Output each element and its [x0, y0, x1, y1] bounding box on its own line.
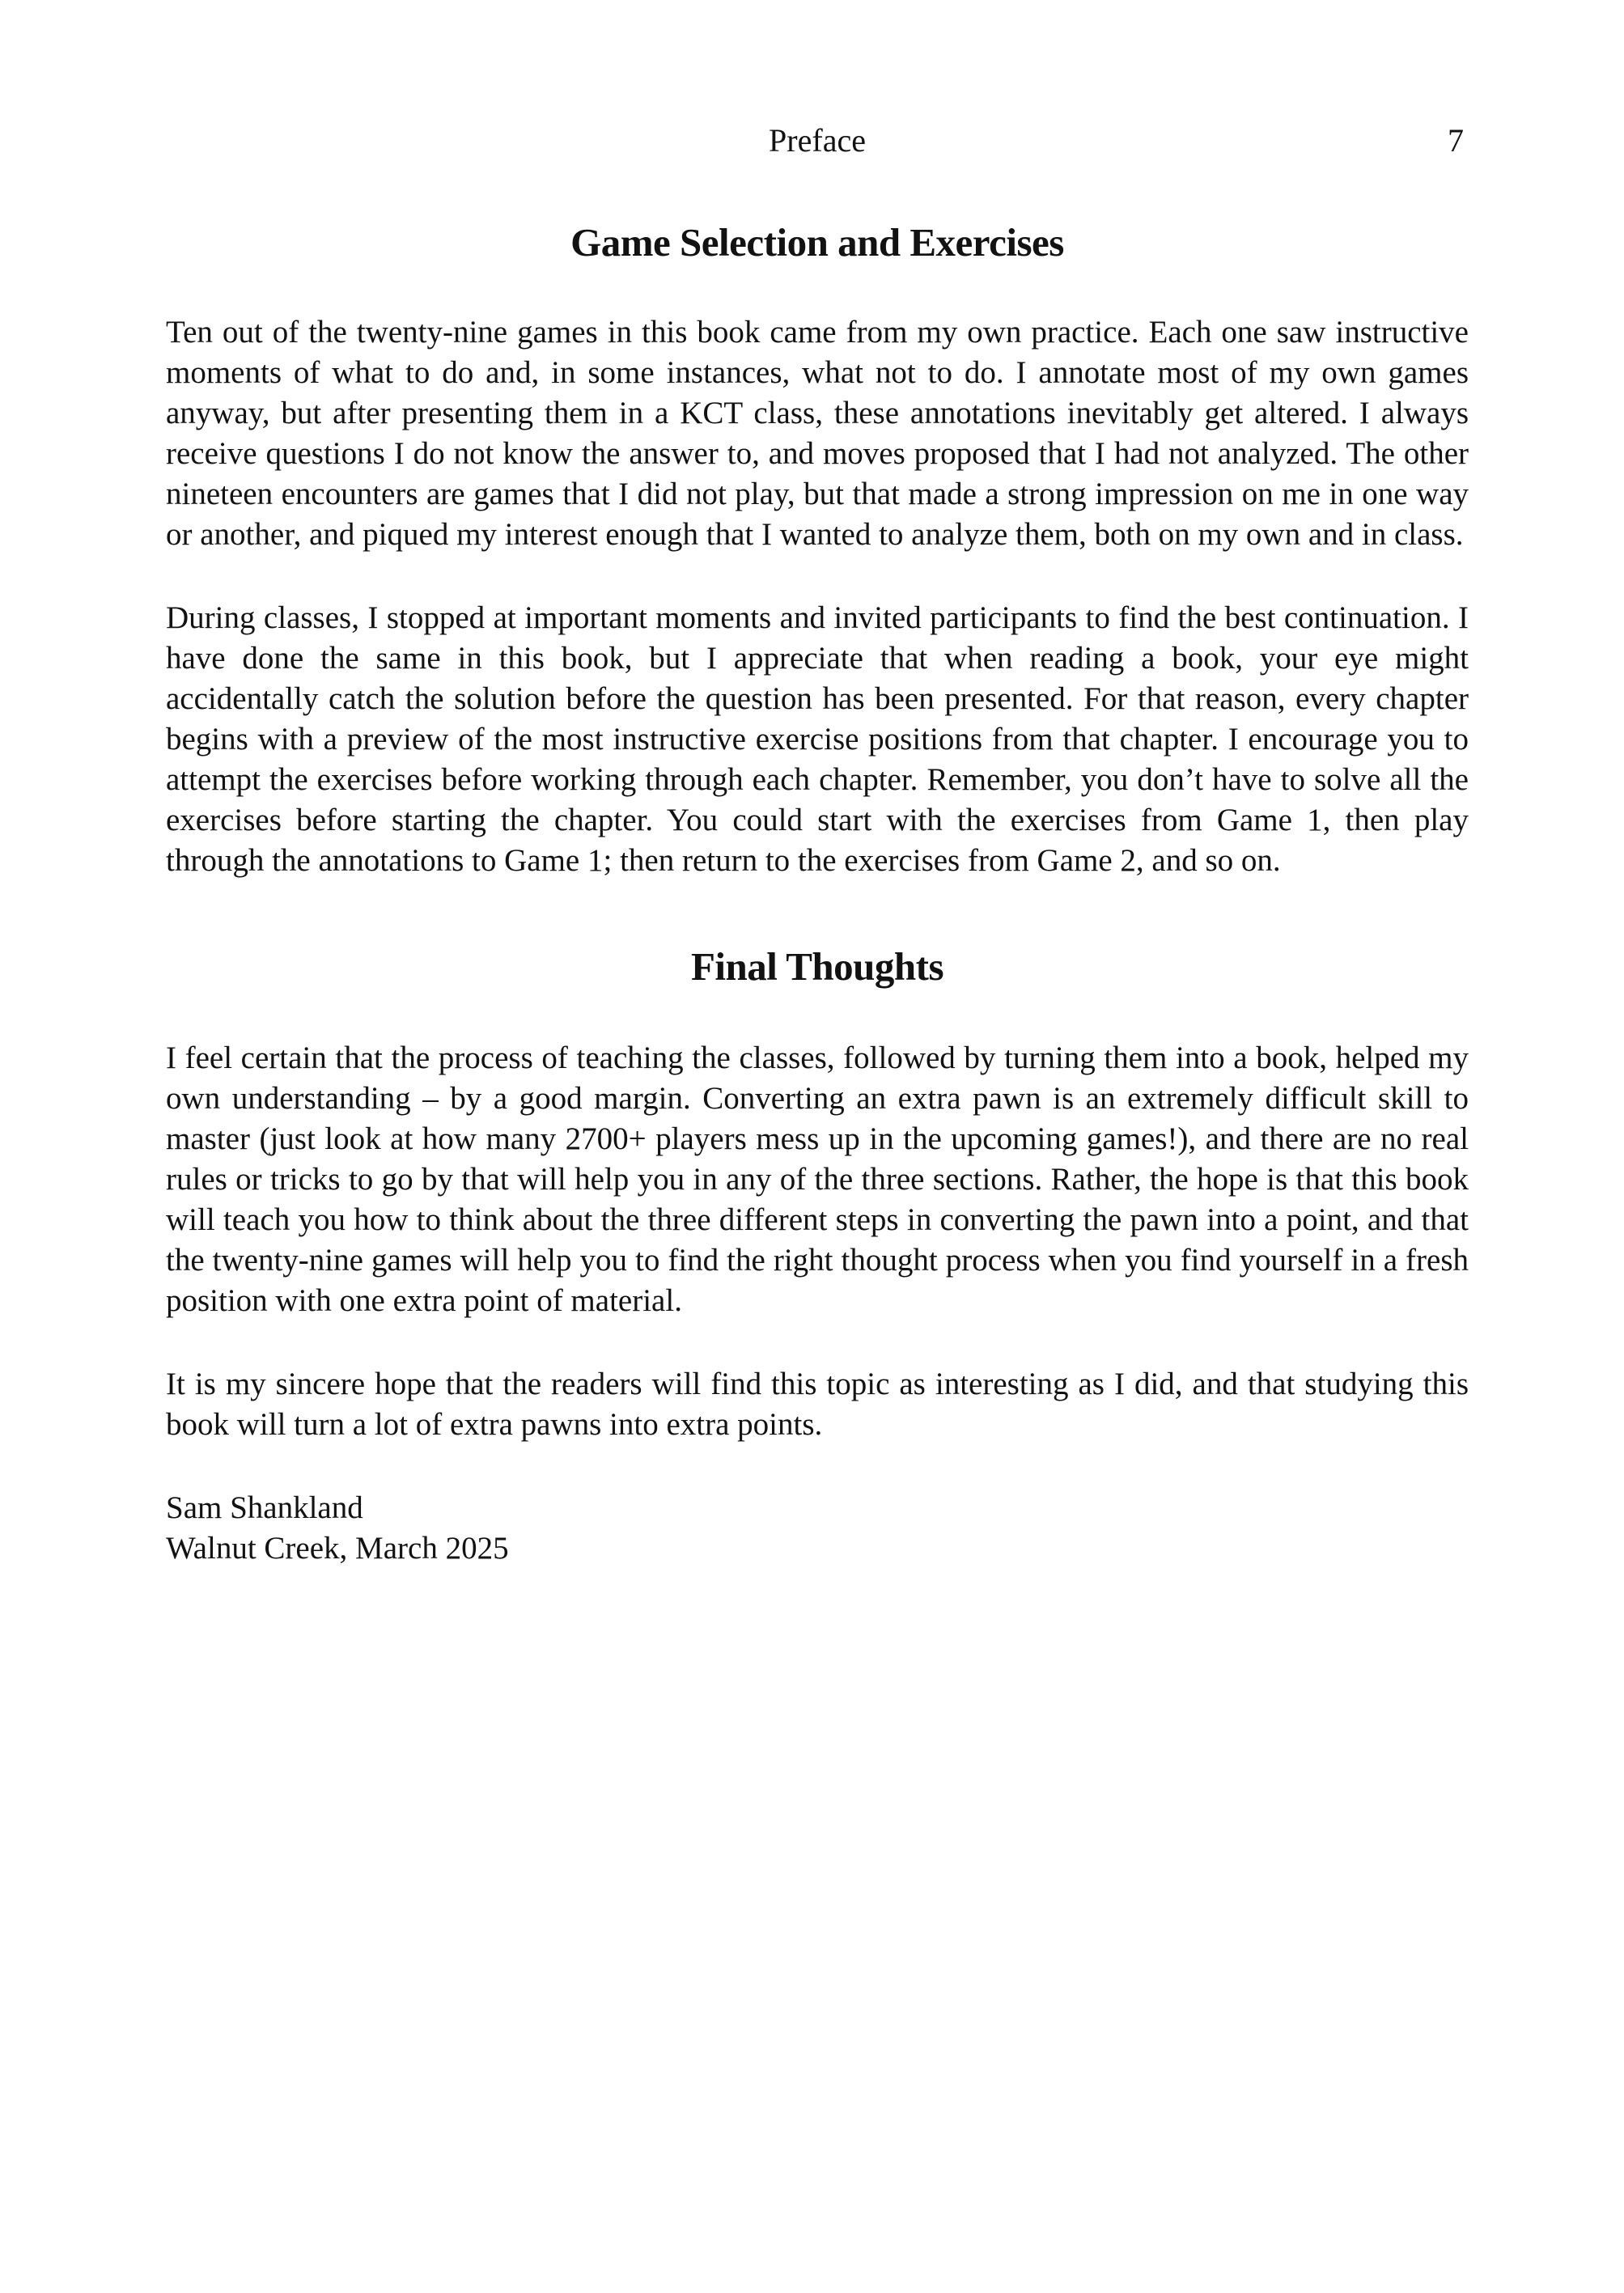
section-heading-final-thoughts: Final Thoughts [690, 944, 944, 989]
section-body-game-selection [166, 312, 1469, 881]
page-number: 7 [1448, 122, 1464, 159]
running-head [166, 120, 1469, 162]
signature-block [166, 1488, 1469, 1569]
page-title: Preface [769, 122, 866, 159]
paragraph: Ten out of the twenty-nine games in this book came from my own practice. Each one saw instructive moments of what to do and, in some instances, what not to do. I annotate most of my own games anyway, but after presenting them in a KCT class, these annotations inevitably get altered. I always receive questions I do not know the answer to, and moves proposed that I had not analyzed. The other nineteen encounters are games that I did not play, but that made a strong impression on me in one way or another, and piqued my interest enough that I wanted to analyze them, both on my own and in class. [166, 315, 1469, 552]
section-heading-game-selection: Game Selection and Exercises [570, 220, 1064, 265]
paragraph: I feel certain that the process of teaching the classes, followed by turning them into a book, helped my own understanding – by a good margin. Converting an extra pawn is an extremely difficult skill to master (just look at how many 2700+ players mess up in the upcoming games!), and there are no real rules or tricks to go by that will help you in any of the three sections. Rather, the hope is that this book will teach you how to think about the three different steps in converting the pawn into a point, and that the twenty-nine games will help you to find the right thought process when you find yourself in a fresh position with one extra point of material. [166, 1041, 1469, 1318]
paragraph: It is my sincere hope that the readers will find this topic as interesting as I did, and that studying this book will turn a lot of extra pawns into extra points. [166, 1367, 1469, 1442]
signature-location-date: Walnut Creek, March 2025 [166, 1531, 509, 1566]
signature-name: Sam Shankland [166, 1490, 363, 1525]
paragraph: During classes, I stopped at important moments and invited participants to find the best continuation. I have done the same in this book, but I appreciate that when reading a book, your eye might accidentally catch the solution before the question has been presented. For that reason, every chapter begins with a preview of the most instructive exercise positions from that chapter. I encourage you to attempt the exercises before working through each chapter. Remember, you don’t have to solve all the exercises before starting the chapter. You could start with the exercises from Game 1, then play through the annotations to Game 1; then return to the exercises from Game 2, and so on. [166, 600, 1469, 878]
section-body-final-thoughts [166, 1038, 1469, 1445]
